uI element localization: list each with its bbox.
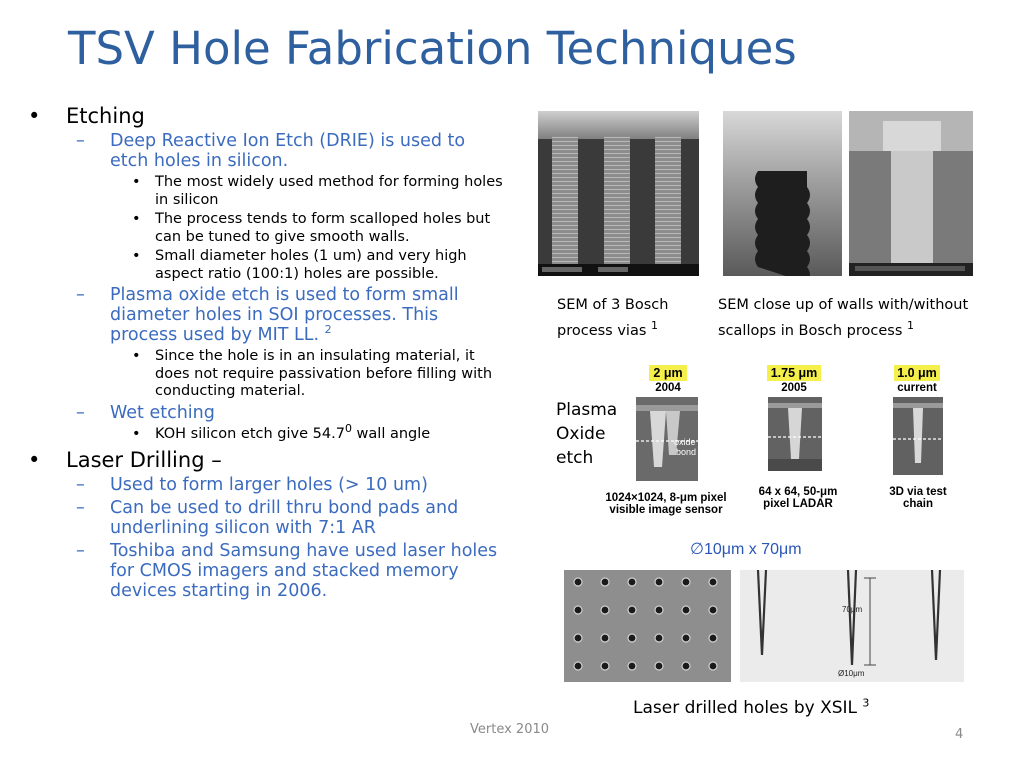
sem-smooth-wall-image: [849, 111, 973, 276]
sem-bosch-vias-image: [538, 111, 699, 276]
point-text: Small diameter holes (1 um) and very high aspect ratio (100:1) holes are possible.: [155, 248, 467, 282]
bullet-etching: [28, 103, 508, 129]
sub-bullet-text: Wet etching: [110, 402, 215, 423]
sub-bullet-laser: [28, 541, 508, 601]
sub-bullet-drie: [28, 131, 508, 171]
caption-line: SEM close up of walls with/without: [718, 297, 969, 313]
plasma-via-2004-graphic: [636, 397, 698, 481]
bullet-content: [28, 103, 508, 604]
page-number: 4: [955, 727, 964, 742]
point-text: KOH silicon etch give 54.7: [155, 425, 345, 442]
bullet-dot-icon: •: [28, 448, 41, 472]
year-label: 2004: [655, 382, 681, 394]
plasma-figure-caption: [748, 486, 848, 510]
plasma-oxide-label: [556, 398, 617, 470]
point-bullet: [28, 348, 508, 401]
caption-line: chain: [902, 498, 934, 510]
bullet-dot-icon: •: [132, 425, 141, 442]
oxide-label: oxide: [674, 437, 696, 447]
point-bullet: [28, 174, 508, 209]
dash-icon: –: [76, 541, 85, 561]
dash-icon: –: [76, 402, 85, 423]
sub-bullet-laser: [28, 498, 508, 538]
plasma-via-2005-image: [768, 397, 822, 471]
dash-icon: –: [76, 498, 85, 518]
bullet-dot-icon: •: [132, 211, 141, 227]
label-line: etch: [556, 448, 594, 468]
bullet-dot-icon: •: [28, 104, 41, 128]
plasma-via-2005-graphic: [768, 397, 822, 471]
label-line: Plasma: [556, 400, 618, 420]
bullet-label: Laser Drilling –: [66, 448, 222, 472]
caption-line: 64 x 64, 50-μm: [758, 486, 838, 498]
point-bullet: [28, 421, 508, 444]
point-text-tail: wall angle: [351, 425, 431, 442]
laser-caption: [633, 698, 869, 718]
plasma-via-current-image: [893, 397, 943, 475]
sub-bullet-text: Plasma oxide etch is used to form small diameter holes in SOI processes. This process used by MIT LL.: [110, 285, 459, 345]
caption-line: visible image sensor: [609, 504, 723, 516]
feature-size-badge: 1.75 μm: [767, 365, 821, 381]
feature-size-badge: 2 μm: [649, 365, 687, 381]
reference-number: 2: [324, 323, 332, 337]
dash-icon: –: [76, 475, 85, 495]
bullet-label: Etching: [66, 104, 145, 128]
sub-bullet-laser: [28, 475, 508, 495]
dash-icon: –: [76, 285, 85, 305]
laser-hole-cross-section-graphic: [740, 570, 964, 682]
sub-bullet-text: Can be used to drill thru bond pads and underlining silicon with 7:1 AR: [110, 498, 459, 538]
sem-smooth-wall-graphic: [849, 111, 973, 276]
point-text: Since the hole is in an insulating material, it does not require passivation before filling with conducting material.: [155, 348, 493, 399]
sem-bosch-caption: [557, 292, 668, 344]
bullet-dot-icon: •: [132, 348, 141, 364]
sub-bullet-plasma: [28, 285, 508, 345]
sub-bullet-text: Deep Reactive Ion Etch (DRIE) is used to etch holes in silicon.: [110, 131, 466, 171]
laser-hole-array-image: [564, 570, 731, 682]
plasma-via-2004-image: [636, 397, 698, 481]
point-text: The process tends to form scalloped holes but can be tuned to give smooth walls.: [155, 211, 491, 245]
caption-line: 1024×1024, 8-μm pixel: [605, 492, 727, 504]
bond-label: bond: [676, 447, 697, 457]
bullet-dot-icon: •: [132, 174, 141, 190]
caption-line: pixel LADAR: [763, 498, 833, 510]
label-line: Oxide: [556, 424, 606, 444]
plasma-figure-caption: [598, 492, 734, 516]
laser-hole-cross-section-image: [740, 570, 964, 682]
sub-bullet-text: Used to form larger holes (> 10 um): [110, 475, 428, 495]
sem-bosch-vias-graphic: [538, 111, 699, 276]
caption-line: 3D via test: [889, 486, 947, 498]
degree-superscript: 0: [344, 421, 352, 435]
caption-line: process vias: [557, 323, 647, 339]
year-label: current: [897, 382, 937, 394]
point-bullet: [28, 248, 508, 283]
diameter-label: Ø10μm: [838, 669, 865, 678]
bullet-dot-icon: •: [132, 248, 141, 264]
plasma-via-current-graphic: [893, 397, 943, 475]
plasma-figure-caption: [868, 486, 968, 510]
sem-scalloped-wall-image: [723, 111, 842, 276]
sub-bullet-wet: [28, 403, 508, 423]
bullet-laser: [28, 447, 508, 473]
year-label: 2005: [781, 382, 807, 394]
laser-hole-array-graphic: [564, 570, 731, 682]
caption-text: Laser drilled holes by XSIL: [633, 698, 857, 718]
feature-size-badge: 1.0 μm: [894, 365, 940, 381]
slide-title: TSV Hole Fabrication Techniques: [68, 22, 797, 75]
reference-number: 1: [651, 319, 658, 333]
slide-footer: Vertex 2010: [470, 722, 550, 737]
point-bullet: [28, 211, 508, 246]
point-text: The most widely used method for forming holes in silicon: [155, 174, 503, 208]
sub-bullet-text: Toshiba and Samsung have used laser holes for CMOS imagers and stacked memory devices starting in 2006.: [110, 541, 498, 601]
depth-label: 70μm: [842, 605, 863, 614]
sem-walls-caption: [718, 292, 968, 344]
sem-scalloped-wall-graphic: [723, 111, 842, 276]
hole-dimension-label: ∅10μm x 70μm: [690, 541, 802, 558]
reference-number: 3: [862, 696, 870, 710]
reference-number: 1: [907, 319, 915, 333]
dash-icon: –: [76, 131, 85, 151]
caption-line: SEM of 3 Bosch: [557, 297, 669, 313]
caption-line: scallops in Bosch process: [718, 323, 903, 339]
